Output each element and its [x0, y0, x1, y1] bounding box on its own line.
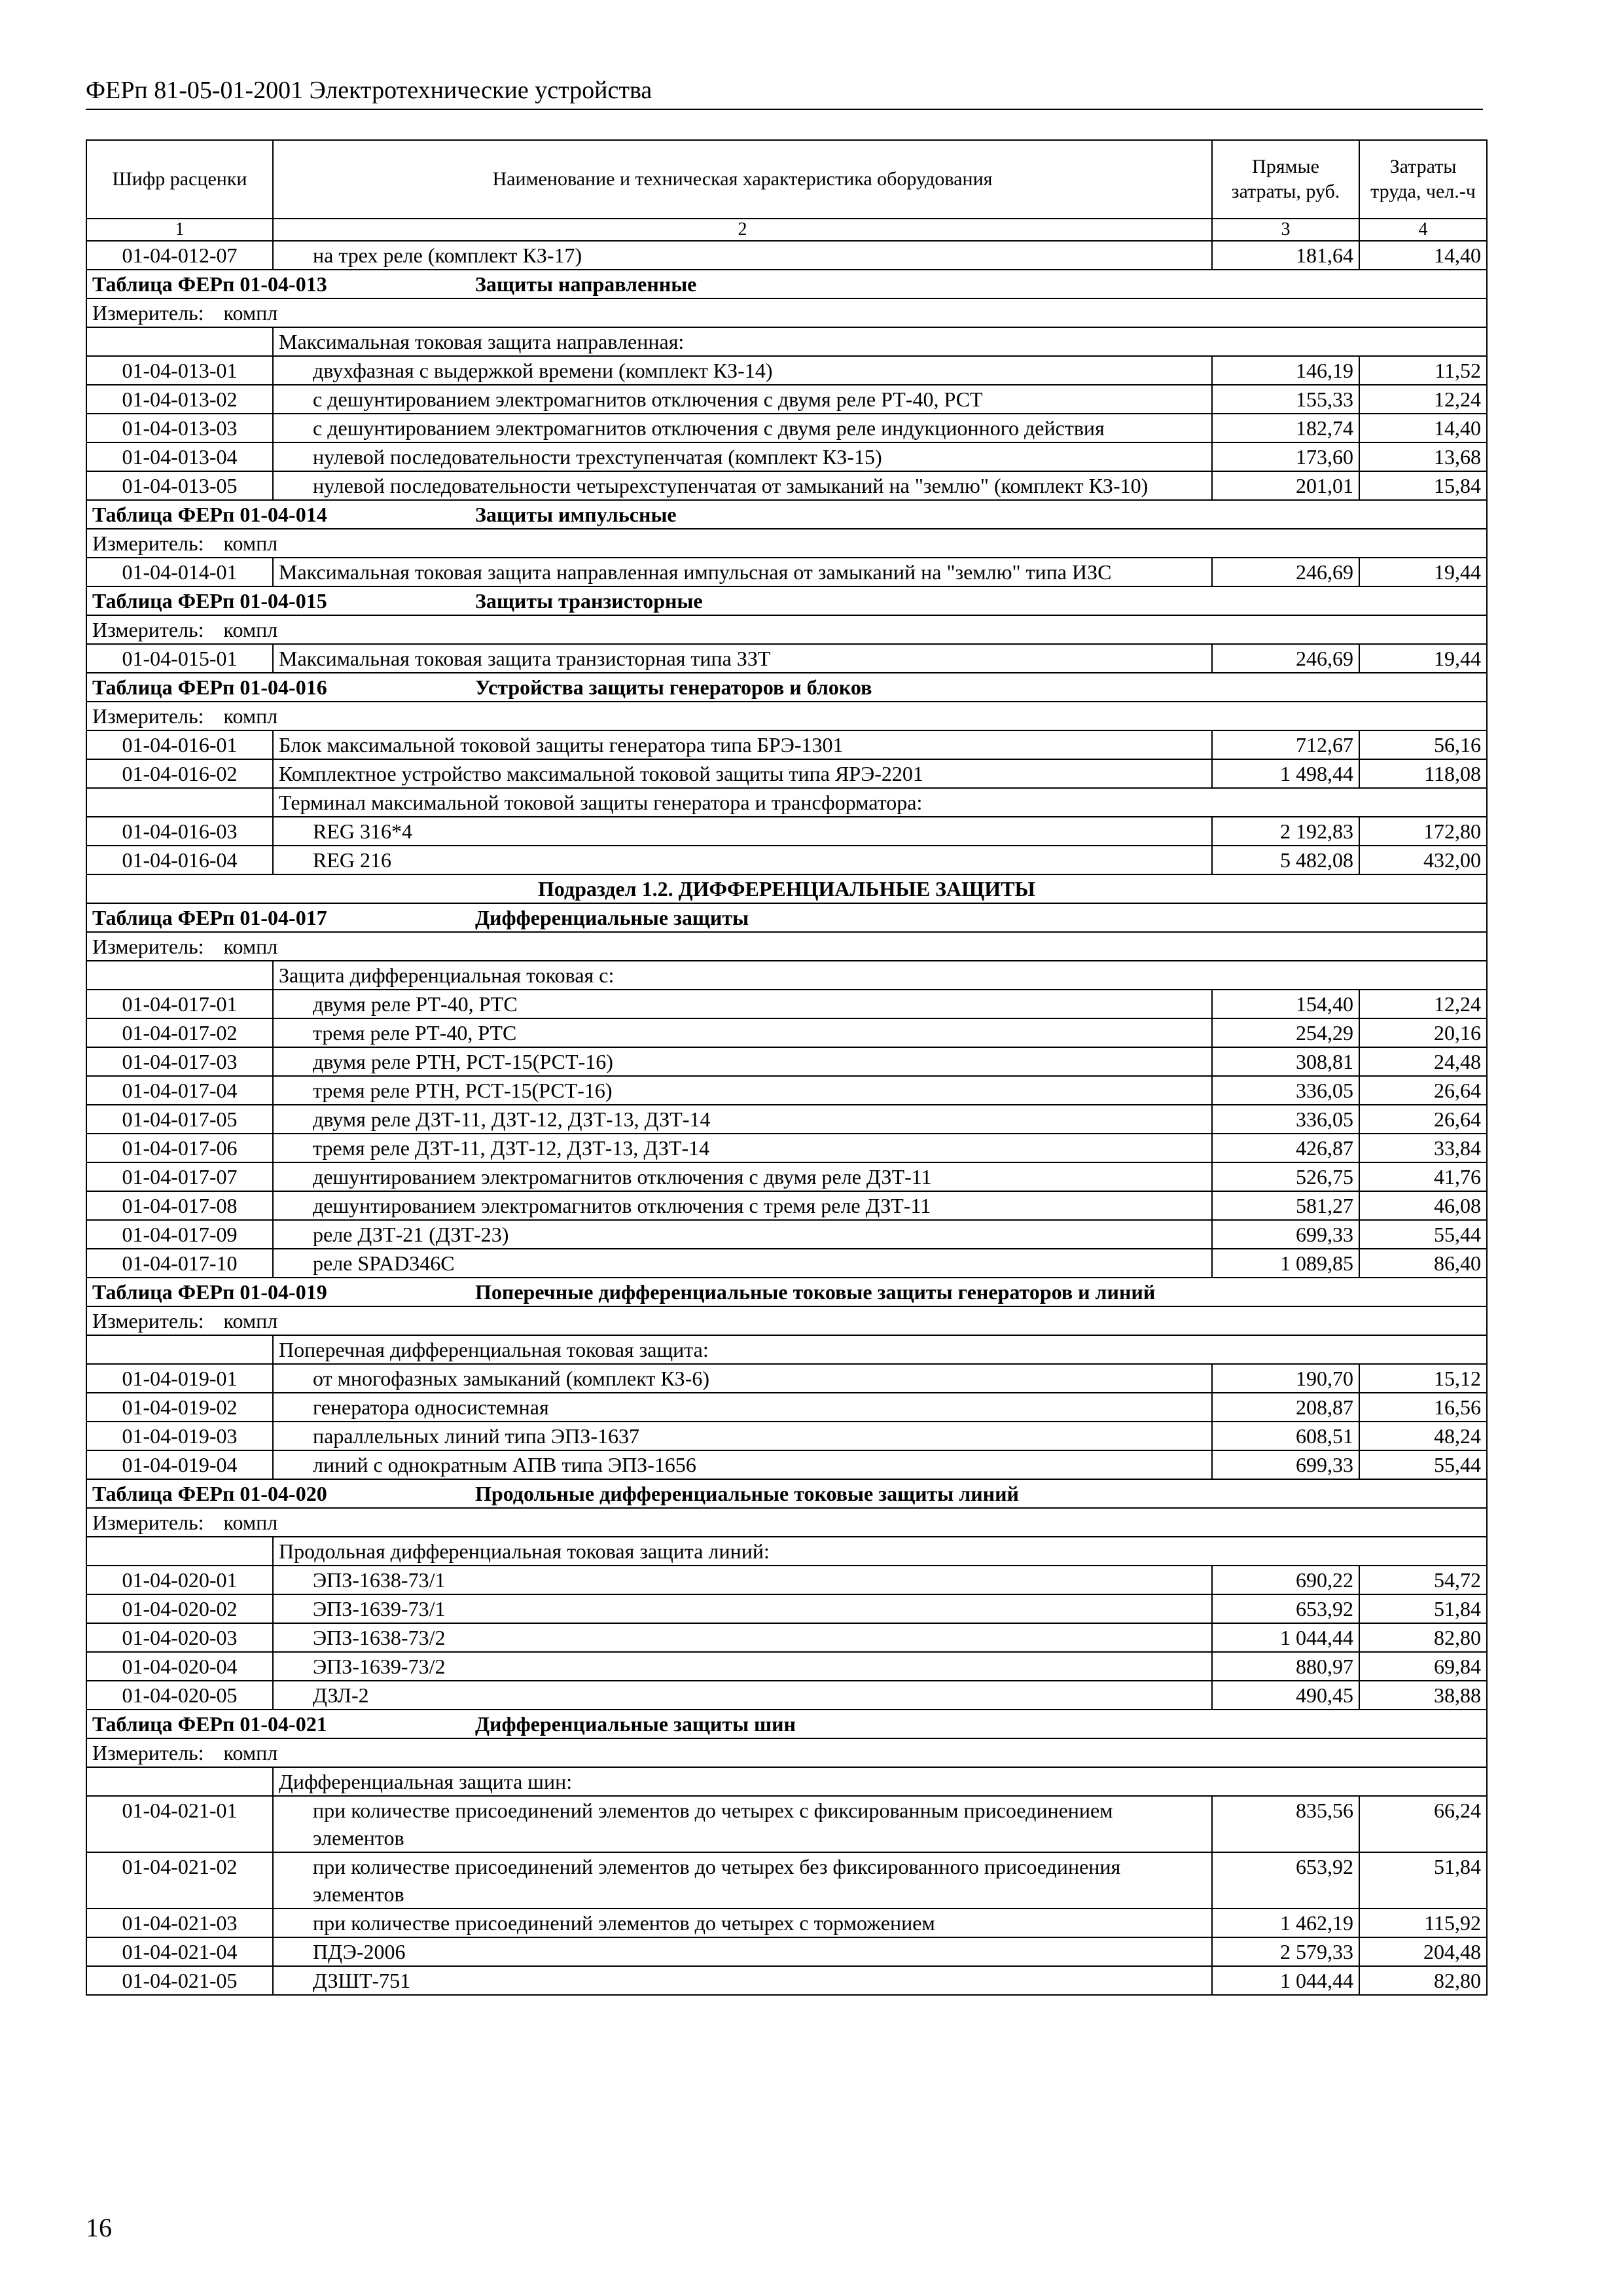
subsection-title: Подраздел 1.2. ДИФФЕРЕНЦИАЛЬНЫЕ ЗАЩИТЫ — [86, 874, 1487, 903]
row-code: 01-04-017-06 — [86, 1134, 273, 1162]
row-labor-cost: 55,44 — [1359, 1220, 1487, 1249]
measure-unit: компл — [223, 1511, 278, 1534]
table-row — [86, 1681, 1487, 1710]
table-number: Таблица ФЕРп 01-04-016 — [92, 675, 327, 699]
table-row — [86, 1937, 1487, 1966]
row-name: REG 316*4 — [273, 817, 1212, 846]
column-number-row — [86, 219, 1487, 241]
table-number: Таблица ФЕРп 01-04-014 — [92, 503, 327, 526]
table-number: Таблица ФЕРп 01-04-021 — [92, 1712, 327, 1736]
table-title-cell — [86, 500, 1487, 529]
table-row — [86, 1134, 1487, 1162]
measure-cell — [86, 1738, 1487, 1767]
row-name: при количестве присоединений элементов до четырех с торможением — [273, 1909, 1212, 1937]
table-row — [86, 1364, 1487, 1393]
measure-row — [86, 932, 1487, 961]
table-row — [86, 1652, 1487, 1681]
row-name: REG 216 — [273, 846, 1212, 874]
row-name: на трех реле (комплект КЗ-17) — [273, 241, 1212, 270]
row-code: 01-04-020-03 — [86, 1623, 273, 1652]
row-direct-cost: 254,29 — [1212, 1018, 1359, 1047]
row-code: 01-04-013-03 — [86, 414, 273, 442]
row-labor-cost: 26,64 — [1359, 1105, 1487, 1134]
row-labor-cost: 51,84 — [1359, 1852, 1487, 1909]
row-direct-cost: 2 192,83 — [1212, 817, 1359, 846]
row-direct-cost: 182,74 — [1212, 414, 1359, 442]
row-code: 01-04-016-03 — [86, 817, 273, 846]
row-code: 01-04-016-04 — [86, 846, 273, 874]
row-direct-cost: 246,69 — [1212, 558, 1359, 586]
row-labor-cost: 19,44 — [1359, 644, 1487, 673]
row-labor-cost: 15,84 — [1359, 471, 1487, 500]
table-row — [86, 1105, 1487, 1134]
table-row — [86, 1018, 1487, 1047]
measure-unit: компл — [223, 618, 278, 641]
table-title-cell — [86, 1278, 1487, 1306]
row-name: ЭПЗ-1638-73/1 — [273, 1566, 1212, 1594]
group-code-empty — [86, 1767, 273, 1796]
table-row — [86, 414, 1487, 442]
row-direct-cost: 699,33 — [1212, 1450, 1359, 1479]
measure-unit: компл — [223, 704, 278, 728]
row-name: тремя реле ДЗТ-11, ДЗТ-12, ДЗТ-13, ДЗТ-14 — [273, 1134, 1212, 1162]
row-name: дешунтированием электромагнитов отключения с двумя реле ДЗТ-11 — [273, 1162, 1212, 1191]
header-rule — [86, 109, 1483, 110]
table-row — [86, 356, 1487, 385]
row-name: реле SPAD346C — [273, 1249, 1212, 1278]
row-labor-cost: 41,76 — [1359, 1162, 1487, 1191]
table-title: Дифференциальные защиты — [475, 906, 749, 929]
row-labor-cost: 115,92 — [1359, 1909, 1487, 1937]
row-name: ПДЭ-2006 — [273, 1937, 1212, 1966]
row-labor-cost: 432,00 — [1359, 846, 1487, 874]
row-code: 01-04-021-03 — [86, 1909, 273, 1937]
row-name: двумя реле ДЗТ-11, ДЗТ-12, ДЗТ-13, ДЗТ-14 — [273, 1105, 1212, 1134]
measure-label: Измеритель: — [92, 935, 204, 958]
table-number: Таблица ФЕРп 01-04-015 — [92, 589, 327, 613]
row-name: генератора односистемная — [273, 1393, 1212, 1422]
table-title: Поперечные дифференциальные токовые защиты генераторов и линий — [475, 1280, 1156, 1304]
row-labor-cost: 48,24 — [1359, 1422, 1487, 1450]
row-labor-cost: 69,84 — [1359, 1652, 1487, 1681]
row-labor-cost: 54,72 — [1359, 1566, 1487, 1594]
row-direct-cost: 426,87 — [1212, 1134, 1359, 1162]
table-title: Устройства защиты генераторов и блоков — [475, 675, 872, 699]
group-code-empty — [86, 327, 273, 356]
group-row — [86, 327, 1487, 356]
group-label: Продольная дифференциальная токовая защита линий: — [273, 1537, 1487, 1566]
row-code: 01-04-020-01 — [86, 1566, 273, 1594]
group-label: Поперечная дифференциальная токовая защита: — [273, 1335, 1487, 1364]
row-code: 01-04-013-02 — [86, 385, 273, 414]
table-row — [86, 1450, 1487, 1479]
table-row — [86, 471, 1487, 500]
row-direct-cost: 1 089,85 — [1212, 1249, 1359, 1278]
row-code: 01-04-021-05 — [86, 1966, 273, 1995]
column-header-labor: Затраты труда, чел.-ч — [1359, 140, 1487, 219]
row-name: ЭПЗ-1638-73/2 — [273, 1623, 1212, 1652]
table-row — [86, 990, 1487, 1018]
row-code: 01-04-013-01 — [86, 356, 273, 385]
row-name: двумя реле РТН, РСТ-15(РСТ-16) — [273, 1047, 1212, 1076]
table-row — [86, 644, 1487, 673]
row-name: ЭПЗ-1639-73/2 — [273, 1652, 1212, 1681]
row-code: 01-04-017-02 — [86, 1018, 273, 1047]
row-name: двухфазная с выдержкой времени (комплект КЗ-14) — [273, 356, 1212, 385]
row-direct-cost: 208,87 — [1212, 1393, 1359, 1422]
row-code: 01-04-017-03 — [86, 1047, 273, 1076]
table-title-row — [86, 903, 1487, 932]
table-number: Таблица ФЕРп 01-04-013 — [92, 272, 327, 296]
row-labor-cost: 82,80 — [1359, 1966, 1487, 1995]
group-row — [86, 788, 1487, 817]
table-title: Дифференциальные защиты шин — [475, 1712, 796, 1736]
table-number: Таблица ФЕРп 01-04-017 — [92, 906, 327, 929]
row-direct-cost: 336,05 — [1212, 1105, 1359, 1134]
price-table — [86, 139, 1488, 1996]
row-code: 01-04-017-09 — [86, 1220, 273, 1249]
row-labor-cost: 46,08 — [1359, 1191, 1487, 1220]
row-direct-cost: 490,45 — [1212, 1681, 1359, 1710]
row-name: тремя реле РТ-40, РТС — [273, 1018, 1212, 1047]
measure-row — [86, 298, 1487, 327]
row-name: ДЗЛ-2 — [273, 1681, 1212, 1710]
row-labor-cost: 66,24 — [1359, 1796, 1487, 1852]
row-direct-cost: 653,92 — [1212, 1852, 1359, 1909]
measure-unit: компл — [223, 301, 278, 325]
row-labor-cost: 118,08 — [1359, 759, 1487, 788]
row-name: Максимальная токовая защита направленная импульсная от замыканий на "землю" типа ИЗС — [273, 558, 1212, 586]
group-code-empty — [86, 961, 273, 990]
table-row — [86, 1623, 1487, 1652]
measure-unit: компл — [223, 1309, 278, 1333]
row-name: реле ДЗТ-21 (ДЗТ-23) — [273, 1220, 1212, 1249]
table-title-row — [86, 1479, 1487, 1508]
table-number: Таблица ФЕРп 01-04-020 — [92, 1482, 327, 1505]
table-row — [86, 1047, 1487, 1076]
row-name: с дешунтированием электромагнитов отключения с двумя реле РТ-40, РСТ — [273, 385, 1212, 414]
measure-row — [86, 1738, 1487, 1767]
group-row — [86, 1767, 1487, 1796]
row-direct-cost: 1 462,19 — [1212, 1909, 1359, 1937]
row-code: 01-04-017-04 — [86, 1076, 273, 1105]
row-name: при количестве присоединений элементов до четырех без фиксированного присоединения элементов — [273, 1852, 1212, 1909]
table-row — [86, 759, 1487, 788]
table-row — [86, 1249, 1487, 1278]
table-title: Защиты направленные — [475, 272, 697, 296]
row-name: Блок максимальной токовой защиты генератора типа БРЭ-1301 — [273, 730, 1212, 759]
table-row — [86, 1566, 1487, 1594]
row-name: параллельных линий типа ЭПЗ-1637 — [273, 1422, 1212, 1450]
row-direct-cost: 5 482,08 — [1212, 846, 1359, 874]
measure-unit: компл — [223, 935, 278, 958]
row-labor-cost: 55,44 — [1359, 1450, 1487, 1479]
row-name: нулевой последовательности четырехступенчатая от замыканий на "землю" (комплект КЗ-10) — [273, 471, 1212, 500]
row-direct-cost: 653,92 — [1212, 1594, 1359, 1623]
column-header-name: Наименование и техническая характеристика оборудования — [273, 140, 1212, 219]
table-row — [86, 730, 1487, 759]
table-row — [86, 1393, 1487, 1422]
row-labor-cost: 51,84 — [1359, 1594, 1487, 1623]
measure-label: Измеритель: — [92, 531, 204, 555]
table-number: Таблица ФЕРп 01-04-019 — [92, 1280, 327, 1304]
measure-unit: компл — [223, 531, 278, 555]
column-header-code: Шифр расценки — [86, 140, 273, 219]
row-labor-cost: 56,16 — [1359, 730, 1487, 759]
table-title-cell — [86, 1479, 1487, 1508]
measure-cell — [86, 615, 1487, 644]
row-code: 01-04-015-01 — [86, 644, 273, 673]
measure-cell — [86, 298, 1487, 327]
measure-label: Измеритель: — [92, 1741, 204, 1765]
row-direct-cost: 712,67 — [1212, 730, 1359, 759]
row-direct-cost: 835,56 — [1212, 1796, 1359, 1852]
row-name: от многофазных замыканий (комплект КЗ-6) — [273, 1364, 1212, 1393]
row-code: 01-04-019-04 — [86, 1450, 273, 1479]
table-title-cell — [86, 586, 1487, 615]
measure-label: Измеритель: — [92, 301, 204, 325]
table-row — [86, 241, 1487, 270]
row-labor-cost: 26,64 — [1359, 1076, 1487, 1105]
row-labor-cost: 14,40 — [1359, 414, 1487, 442]
row-direct-cost: 190,70 — [1212, 1364, 1359, 1393]
row-code: 01-04-013-05 — [86, 471, 273, 500]
row-labor-cost: 14,40 — [1359, 241, 1487, 270]
row-labor-cost: 33,84 — [1359, 1134, 1487, 1162]
subsection-row — [86, 874, 1487, 903]
measure-label: Измеритель: — [92, 1309, 204, 1333]
table-row — [86, 1162, 1487, 1191]
table-row — [86, 385, 1487, 414]
table-title-row — [86, 673, 1487, 702]
table-title-row — [86, 270, 1487, 298]
row-code: 01-04-013-04 — [86, 442, 273, 471]
row-labor-cost: 12,24 — [1359, 990, 1487, 1018]
table-title: Продольные дифференциальные токовые защиты линий — [475, 1482, 1019, 1505]
table-title-cell — [86, 270, 1487, 298]
row-labor-cost: 20,16 — [1359, 1018, 1487, 1047]
row-code: 01-04-019-03 — [86, 1422, 273, 1450]
row-direct-cost: 1 044,44 — [1212, 1966, 1359, 1995]
row-code: 01-04-021-04 — [86, 1937, 273, 1966]
row-labor-cost: 82,80 — [1359, 1623, 1487, 1652]
row-labor-cost: 15,12 — [1359, 1364, 1487, 1393]
row-code: 01-04-019-02 — [86, 1393, 273, 1422]
row-direct-cost: 201,01 — [1212, 471, 1359, 500]
measure-cell — [86, 702, 1487, 730]
column-number-1: 1 — [86, 219, 273, 241]
row-name: нулевой последовательности трехступенчатая (комплект КЗ-15) — [273, 442, 1212, 471]
table-row — [86, 1909, 1487, 1937]
row-code: 01-04-020-05 — [86, 1681, 273, 1710]
measure-cell — [86, 529, 1487, 558]
table-title-row — [86, 500, 1487, 529]
page-number: 16 — [86, 2213, 112, 2242]
row-direct-cost: 1 498,44 — [1212, 759, 1359, 788]
group-code-empty — [86, 1537, 273, 1566]
row-code: 01-04-019-01 — [86, 1364, 273, 1393]
table-title: Защиты транзисторные — [475, 589, 703, 613]
table-row — [86, 1422, 1487, 1450]
row-name: линий с однократным АПВ типа ЭПЗ-1656 — [273, 1450, 1212, 1479]
measure-unit: компл — [223, 1741, 278, 1765]
measure-row — [86, 615, 1487, 644]
group-row — [86, 961, 1487, 990]
table-row — [86, 1966, 1487, 1995]
row-code: 01-04-016-01 — [86, 730, 273, 759]
row-code: 01-04-021-01 — [86, 1796, 273, 1852]
row-direct-cost: 581,27 — [1212, 1191, 1359, 1220]
measure-row — [86, 1508, 1487, 1537]
row-direct-cost: 154,40 — [1212, 990, 1359, 1018]
row-direct-cost: 608,51 — [1212, 1422, 1359, 1450]
table-title-row — [86, 1710, 1487, 1738]
table-row — [86, 1594, 1487, 1623]
column-header-row — [86, 140, 1487, 219]
row-code: 01-04-017-10 — [86, 1249, 273, 1278]
row-direct-cost: 173,60 — [1212, 442, 1359, 471]
table-title-cell — [86, 1710, 1487, 1738]
row-name: Комплектное устройство максимальной токовой защиты типа ЯРЭ-2201 — [273, 759, 1212, 788]
group-label: Дифференциальная защита шин: — [273, 1767, 1487, 1796]
row-direct-cost: 336,05 — [1212, 1076, 1359, 1105]
row-code: 01-04-017-05 — [86, 1105, 273, 1134]
group-label: Максимальная токовая защита направленная: — [273, 327, 1487, 356]
table-title-cell — [86, 673, 1487, 702]
row-direct-cost: 181,64 — [1212, 241, 1359, 270]
group-row — [86, 1335, 1487, 1364]
row-labor-cost: 11,52 — [1359, 356, 1487, 385]
row-labor-cost: 172,80 — [1359, 817, 1487, 846]
row-code: 01-04-012-07 — [86, 241, 273, 270]
row-name: Максимальная токовая защита транзисторная типа ЗЗТ — [273, 644, 1212, 673]
row-code: 01-04-020-02 — [86, 1594, 273, 1623]
measure-cell — [86, 1306, 1487, 1335]
price-table-body — [86, 140, 1487, 1995]
row-direct-cost: 690,22 — [1212, 1566, 1359, 1594]
row-code: 01-04-014-01 — [86, 558, 273, 586]
measure-cell — [86, 1508, 1487, 1537]
row-labor-cost: 86,40 — [1359, 1249, 1487, 1278]
row-direct-cost: 146,19 — [1212, 356, 1359, 385]
row-labor-cost: 24,48 — [1359, 1047, 1487, 1076]
column-number-2: 2 — [273, 219, 1212, 241]
row-direct-cost: 699,33 — [1212, 1220, 1359, 1249]
table-row — [86, 1220, 1487, 1249]
row-code: 01-04-020-04 — [86, 1652, 273, 1681]
table-row — [86, 442, 1487, 471]
table-row — [86, 1191, 1487, 1220]
row-labor-cost: 13,68 — [1359, 442, 1487, 471]
row-name: при количестве присоединений элементов до четырех с фиксированным присоединением элементов — [273, 1796, 1212, 1852]
measure-label: Измеритель: — [92, 1511, 204, 1534]
row-direct-cost: 308,81 — [1212, 1047, 1359, 1076]
table-title-row — [86, 586, 1487, 615]
row-labor-cost: 19,44 — [1359, 558, 1487, 586]
column-header-direct: Прямые затраты, руб. — [1212, 140, 1359, 219]
row-direct-cost: 246,69 — [1212, 644, 1359, 673]
measure-row — [86, 529, 1487, 558]
row-direct-cost: 155,33 — [1212, 385, 1359, 414]
row-direct-cost: 2 579,33 — [1212, 1937, 1359, 1966]
table-row — [86, 558, 1487, 586]
measure-row — [86, 702, 1487, 730]
table-row — [86, 1076, 1487, 1105]
table-title: Защиты импульсные — [475, 503, 677, 526]
row-name: ЭПЗ-1639-73/1 — [273, 1594, 1212, 1623]
group-label: Терминал максимальной токовой защиты генератора и трансформатора: — [273, 788, 1487, 817]
measure-label: Измеритель: — [92, 704, 204, 728]
row-direct-cost: 880,97 — [1212, 1652, 1359, 1681]
row-code: 01-04-017-08 — [86, 1191, 273, 1220]
row-labor-cost: 38,88 — [1359, 1681, 1487, 1710]
row-labor-cost: 204,48 — [1359, 1937, 1487, 1966]
table-row — [86, 1796, 1487, 1852]
group-code-empty — [86, 788, 273, 817]
table-row — [86, 846, 1487, 874]
document-header-title: ФЕРп 81-05-01-2001 Электротехнические устройства — [86, 77, 652, 104]
row-labor-cost: 12,24 — [1359, 385, 1487, 414]
column-number-3: 3 — [1212, 219, 1359, 241]
group-code-empty — [86, 1335, 273, 1364]
row-code: 01-04-017-01 — [86, 990, 273, 1018]
row-code: 01-04-017-07 — [86, 1162, 273, 1191]
row-code: 01-04-016-02 — [86, 759, 273, 788]
table-row — [86, 817, 1487, 846]
table-row — [86, 1852, 1487, 1909]
row-name: ДЗШТ-751 — [273, 1966, 1212, 1995]
column-number-4: 4 — [1359, 219, 1487, 241]
row-direct-cost: 526,75 — [1212, 1162, 1359, 1191]
group-row — [86, 1537, 1487, 1566]
row-name: дешунтированием электромагнитов отключения с тремя реле ДЗТ-11 — [273, 1191, 1212, 1220]
group-label: Защита дифференциальная токовая с: — [273, 961, 1487, 990]
table-title-cell — [86, 903, 1487, 932]
measure-label: Измеритель: — [92, 618, 204, 641]
row-direct-cost: 1 044,44 — [1212, 1623, 1359, 1652]
row-labor-cost: 16,56 — [1359, 1393, 1487, 1422]
measure-row — [86, 1306, 1487, 1335]
row-name: двумя реле РТ-40, РТС — [273, 990, 1212, 1018]
row-name: с дешунтированием электромагнитов отключения с двумя реле индукционного действия — [273, 414, 1212, 442]
row-code: 01-04-021-02 — [86, 1852, 273, 1909]
row-name: тремя реле РТН, РСТ-15(РСТ-16) — [273, 1076, 1212, 1105]
table-title-row — [86, 1278, 1487, 1306]
measure-cell — [86, 932, 1487, 961]
